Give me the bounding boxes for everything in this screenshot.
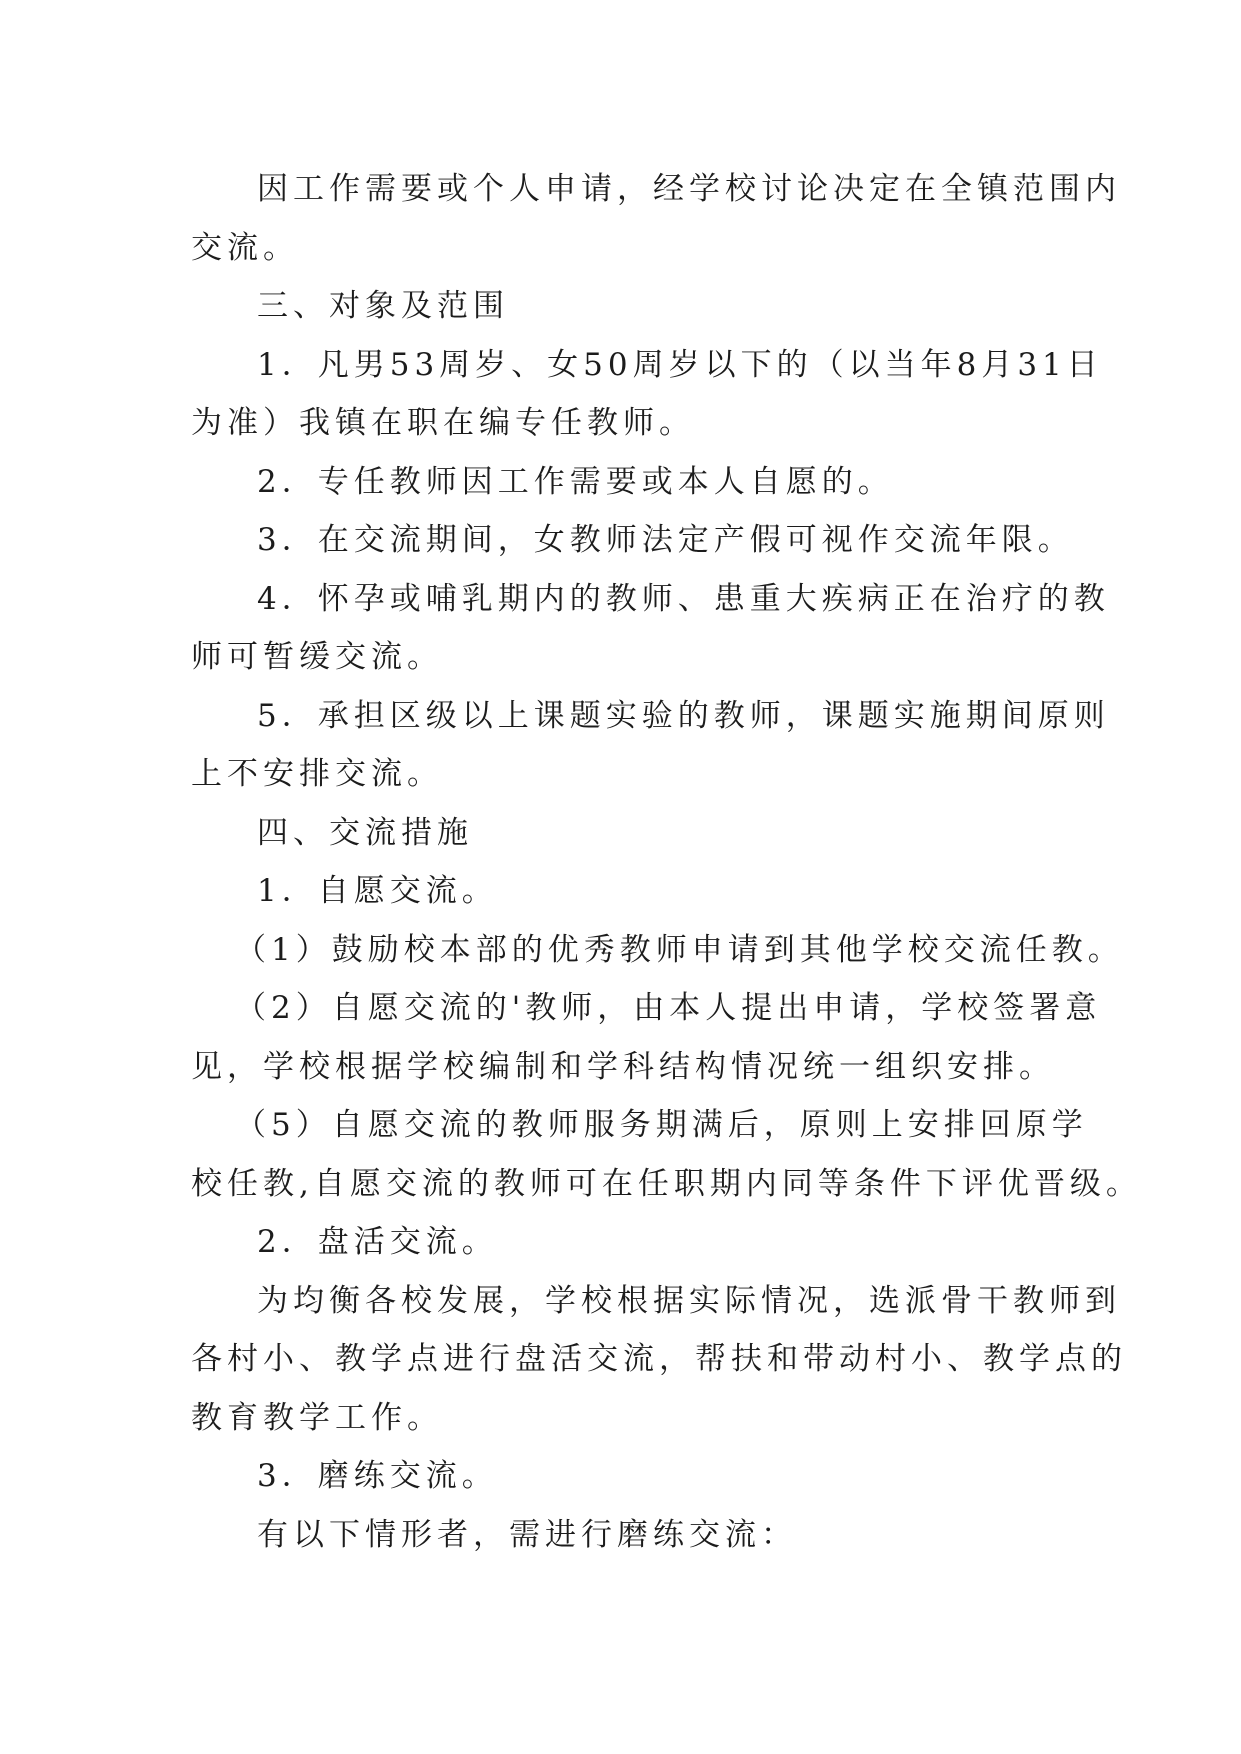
text-line: （2）自愿交流的'教师，由本人提出申请，学校签署意 (235, 990, 1102, 1026)
paragraph-training-intro: 有以下情形者，需进行磨练交流： (257, 1516, 797, 1553)
text-line: 5．承担区级以上课题实验的教师，课题实施期间原则 (257, 697, 1110, 734)
text-line: 上不安排交流。 (191, 756, 443, 792)
text-line: 4．怀孕或哺乳期内的教师、患重大疾病正在治疗的教 (257, 580, 1110, 617)
paragraph-exchange-intro (191, 160, 1121, 277)
text-line: 为均衡各校发展，学校根据实际情况，选派骨干教师到 (257, 1282, 1121, 1319)
paragraph-scope-item-4 (191, 570, 1110, 687)
paragraph-scope-item-2: 2．专任教师因工作需要或本人自愿的。 (257, 463, 894, 500)
text-line: 见，学校根据学校编制和学科结构情况统一组织安排。 (191, 1048, 1055, 1085)
text-line: 师可暂缓交流。 (191, 639, 443, 675)
paragraph-scope-item-1 (191, 336, 1103, 453)
text-line: 因工作需要或个人申请，经学校讨论决定在全镇范围内 (257, 171, 1121, 207)
paragraph-revitalize-body (191, 1272, 1127, 1448)
subheading-training-exchange: 3．磨练交流。 (257, 1458, 498, 1494)
subheading-voluntary-exchange: 1．自愿交流。 (257, 873, 498, 909)
paragraph-voluntary-item-2 (191, 979, 1102, 1096)
text-line: 为准）我镇在职在编专任教师。 (191, 405, 695, 441)
section-heading-scope: 三、对象及范围 (257, 288, 509, 324)
subheading-revitalize-exchange: 2．盘活交流。 (257, 1224, 498, 1260)
text-line: 教育教学工作。 (191, 1399, 443, 1436)
text-line: 校任教,自愿交流的教师可在任职期内同等条件下评优晋级。 (191, 1165, 1142, 1202)
text-line: 1．凡男53周岁、女50周岁以下的（以当年8月31日 (257, 346, 1103, 383)
paragraph-scope-item-3: 3．在交流期间，女教师法定产假可视作交流年限。 (257, 522, 1074, 558)
text-line: 交流。 (191, 229, 299, 266)
paragraph-voluntary-item-1: （1）鼓励校本部的优秀教师申请到其他学校交流任教。 (235, 931, 1124, 968)
paragraph-scope-item-5 (191, 687, 1110, 804)
text-line: 各村小、教学点进行盘活交流，帮扶和带动村小、教学点的 (191, 1341, 1127, 1377)
document-body (191, 160, 1142, 1564)
paragraph-voluntary-item-5 (191, 1096, 1142, 1213)
text-line: （5）自愿交流的教师服务期满后，原则上安排回原学 (235, 1107, 1088, 1143)
section-heading-measures: 四、交流措施 (257, 814, 473, 851)
